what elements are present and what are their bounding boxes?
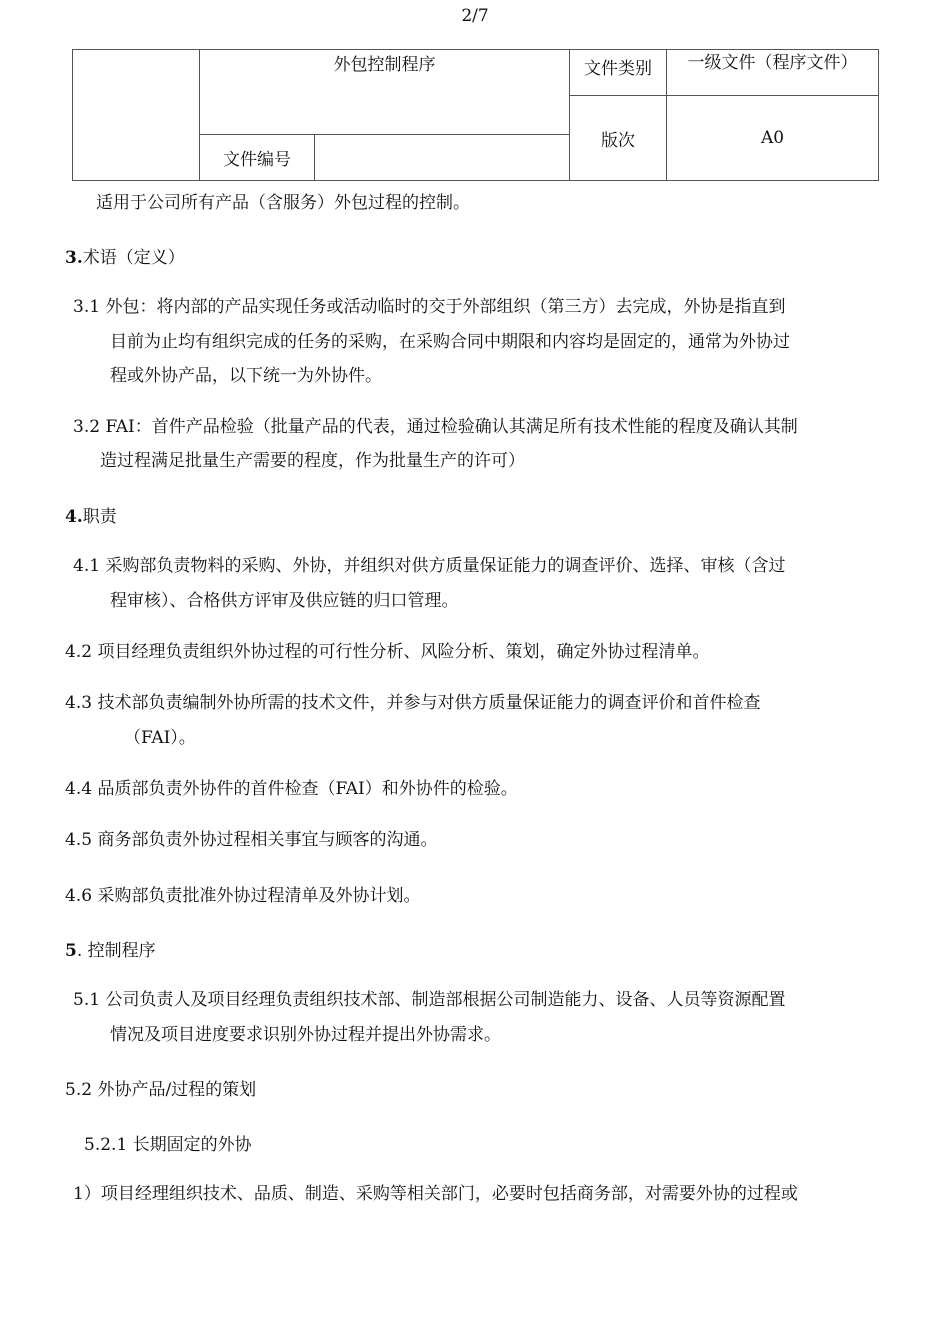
clause-5-1-line-2: 情况及项目进度要求识别外协过程并提出外协需求。 bbox=[110, 1025, 501, 1045]
clause-4-2: 4.2 项目经理负责组织外协过程的可行性分析、风险分析、策划，确定外协过程清单。 bbox=[65, 642, 710, 662]
clause-4-1-line-2: 程审核）、合格供方评审及供应链的归口管理。 bbox=[110, 591, 459, 611]
document-title: 外包控制程序 bbox=[200, 50, 570, 135]
section-3-number: 3. bbox=[65, 248, 83, 268]
doc-type-value: 一级文件（程序文件） bbox=[667, 50, 879, 96]
doc-type-label: 文件类别 bbox=[570, 50, 667, 96]
scope-text: 适用于公司所有产品（含服务）外包过程的控制。 bbox=[96, 193, 470, 213]
list-item-1: 1）项目经理组织技术、品质、制造、采购等相关部门，必要时包括商务部，对需要外协的过程或 bbox=[73, 1184, 798, 1204]
clause-3-1-line-1: 3.1 外包：将内部的产品实现任务或活动临时的交于外部组织（第三方）去完成，外协是指直到 bbox=[73, 297, 786, 317]
clause-4-1-line-1: 4.1 采购部负责物料的采购、外协，并组织对供方质量保证能力的调查评价、选择、审核（含过 bbox=[73, 556, 786, 576]
section-5-title: . 控制程序 bbox=[76, 941, 156, 961]
section-4-number: 4. bbox=[65, 507, 83, 527]
clause-3-2-line-1: 3.2 FAI：首件产品检验（批量产品的代表，通过检验确认其满足所有技术性能的程度及确认其制 bbox=[73, 417, 798, 437]
clause-3-2-line-2: 造过程满足批量生产需要的程度，作为批量生产的许可） bbox=[100, 451, 525, 471]
section-4-title: 职责 bbox=[82, 507, 117, 527]
clause-5-2: 5.2 外协产品/过程的策划 bbox=[65, 1080, 257, 1100]
version-label: 版次 bbox=[570, 96, 667, 181]
clause-3-1-line-3: 程或外协产品，以下统一为外协件。 bbox=[110, 366, 382, 386]
document-header-table bbox=[72, 49, 879, 181]
version-value: A0 bbox=[667, 96, 879, 181]
clause-4-6: 4.6 采购部负责批准外协过程清单及外协计划。 bbox=[65, 886, 421, 906]
section-4-heading bbox=[65, 500, 117, 534]
section-3-heading bbox=[65, 241, 185, 275]
section-5-heading bbox=[65, 934, 156, 968]
clause-4-4: 4.4 品质部负责外协件的首件检查（FAI）和外协件的检验。 bbox=[65, 779, 518, 799]
logo-cell bbox=[73, 50, 200, 181]
doc-no-label: 文件编号 bbox=[200, 135, 315, 181]
doc-no-value bbox=[315, 135, 570, 181]
clause-3-1-line-2: 目前为止均有组织完成的任务的采购，在采购合同中期限和内容均是固定的，通常为外协过 bbox=[110, 332, 790, 352]
section-5-number: 5 bbox=[65, 941, 77, 961]
clause-5-1-line-1: 5.1 公司负责人及项目经理负责组织技术部、制造部根据公司制造能力、设备、人员等资源配置 bbox=[73, 990, 786, 1010]
clause-4-3-line-1: 4.3 技术部负责编制外协所需的技术文件，并参与对供方质量保证能力的调查评价和首件检查 bbox=[65, 693, 761, 713]
clause-5-2-1: 5.2.1 长期固定的外协 bbox=[84, 1135, 252, 1155]
page-number: 2/7 bbox=[461, 6, 489, 26]
section-3-title: 术语（定义） bbox=[82, 248, 185, 268]
clause-4-5: 4.5 商务部负责外协过程相关事宜与顾客的沟通。 bbox=[65, 830, 438, 850]
clause-4-3-line-2: （FAI）。 bbox=[124, 728, 196, 748]
